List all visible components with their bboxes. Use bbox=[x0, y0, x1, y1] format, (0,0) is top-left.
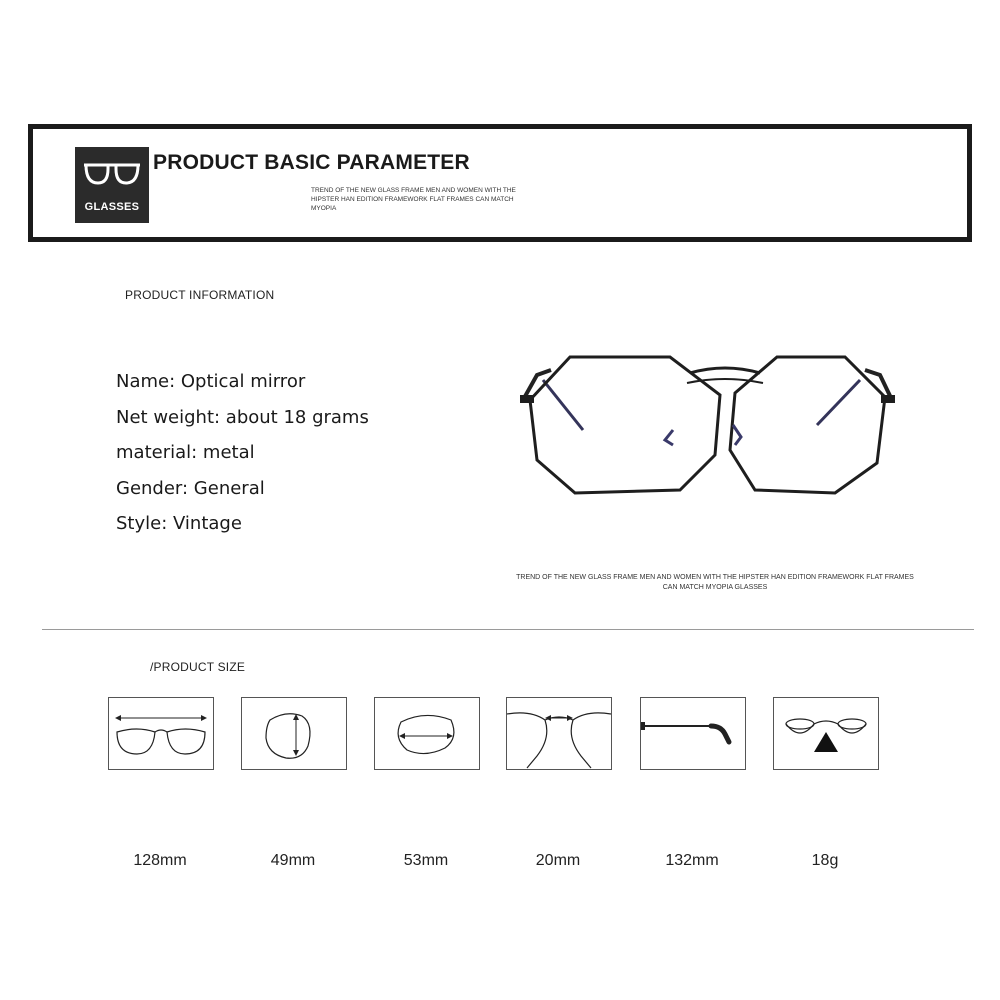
lens-width-icon bbox=[375, 698, 479, 769]
logo-label: GLASSES bbox=[84, 201, 140, 213]
weight-icon bbox=[774, 698, 878, 769]
glasses-product-image bbox=[515, 345, 900, 505]
section-divider bbox=[42, 629, 974, 630]
header-banner bbox=[28, 124, 972, 242]
size-value-frame-width: 128mm bbox=[133, 852, 187, 869]
logo bbox=[75, 147, 149, 223]
spec-list bbox=[116, 370, 369, 548]
size-value-weight: 18g bbox=[811, 852, 839, 869]
size-value-lens-height: 49mm bbox=[270, 852, 316, 869]
size-box-lens-height bbox=[241, 697, 347, 770]
frame-width-icon bbox=[109, 698, 213, 769]
size-value-temple-length: 132mm bbox=[665, 852, 719, 869]
glasses-icon bbox=[82, 157, 142, 191]
spec-name: Name: Optical mirror bbox=[116, 371, 306, 392]
header-subtitle: TREND OF THE NEW GLASS FRAME MEN AND WOMEN WITH THE HIPSTER HAN EDITION FRAMEWORK FLAT FRAMES CAN MATCH MYOPIA bbox=[311, 187, 516, 212]
page-title: PRODUCT BASIC PARAMETER bbox=[153, 151, 470, 174]
spec-material: material: metal bbox=[116, 442, 255, 463]
spec-gender: Gender: General bbox=[116, 477, 265, 499]
size-box-temple-length bbox=[640, 697, 746, 770]
product-size-heading: /PRODUCT SIZE bbox=[150, 660, 246, 674]
photo-caption: TREND OF THE NEW GLASS FRAME MEN AND WOMEN WITH THE HIPSTER HAN EDITION FRAMEWORK FLAT FRAMES CAN MATCH MYOPIA GLASSES bbox=[516, 574, 914, 591]
size-value-lens-width: 53mm bbox=[403, 852, 449, 869]
size-box-lens-width bbox=[374, 697, 480, 770]
bridge-width-icon bbox=[507, 698, 611, 769]
size-box-weight bbox=[773, 697, 879, 770]
size-value-bridge-width: 20mm bbox=[535, 852, 581, 869]
size-box-frame-width bbox=[108, 697, 214, 770]
spec-style: Style: Vintage bbox=[116, 513, 242, 534]
spec-weight: Net weight: about 18 grams bbox=[116, 406, 369, 428]
temple-length-icon bbox=[641, 698, 745, 769]
size-box-bridge-width bbox=[506, 697, 612, 770]
product-info-heading: PRODUCT INFORMATION bbox=[125, 288, 275, 302]
lens-height-icon bbox=[242, 698, 346, 769]
